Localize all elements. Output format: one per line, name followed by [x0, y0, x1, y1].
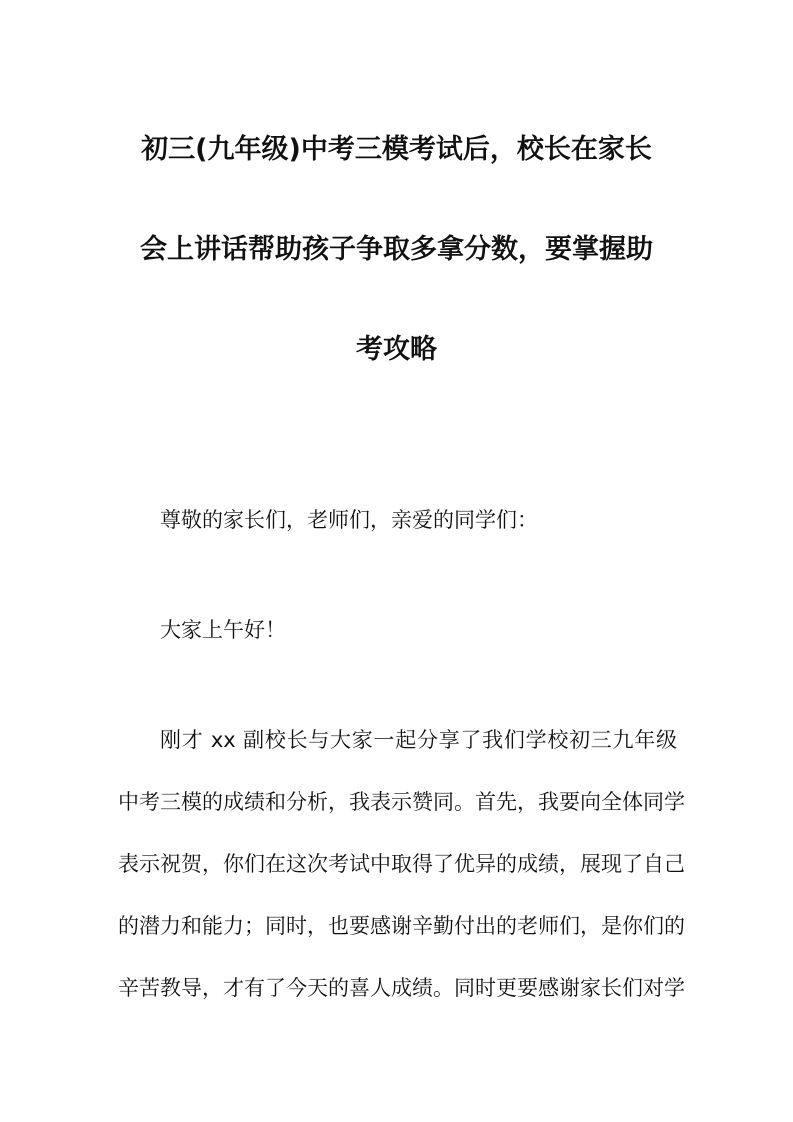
document-title-line-2: 会上讲话帮助孩子争取多拿分数，要掌握助: [140, 234, 653, 265]
document-title-line-3: 考攻略: [356, 334, 437, 365]
paragraph-line: 辛苦教导，才有了今天的喜人成绩。同时更要感谢家长们对学: [118, 976, 685, 1000]
paragraph-line: 中考三模的成绩和分析，我表示赞同。首先，我要向全体同学: [118, 790, 685, 814]
greeting: 尊敬的家长们，老师们，亲爱的同学们：: [160, 508, 538, 532]
paragraph-line: 的潜力和能力；同时，也要感谢辛勤付出的老师们，是你们的: [118, 914, 685, 938]
salutation: 大家上午好！: [160, 618, 286, 642]
paragraph-line: 刚才 xx 副校长与大家一起分享了我们学校初三九年级: [160, 728, 677, 752]
document-title-line-1: 初三(九年级)中考三模考试后，校长在家长: [141, 134, 652, 165]
paragraph-line: 表示祝贺，你们在这次考试中取得了优异的成绩，展现了自己: [118, 852, 685, 876]
